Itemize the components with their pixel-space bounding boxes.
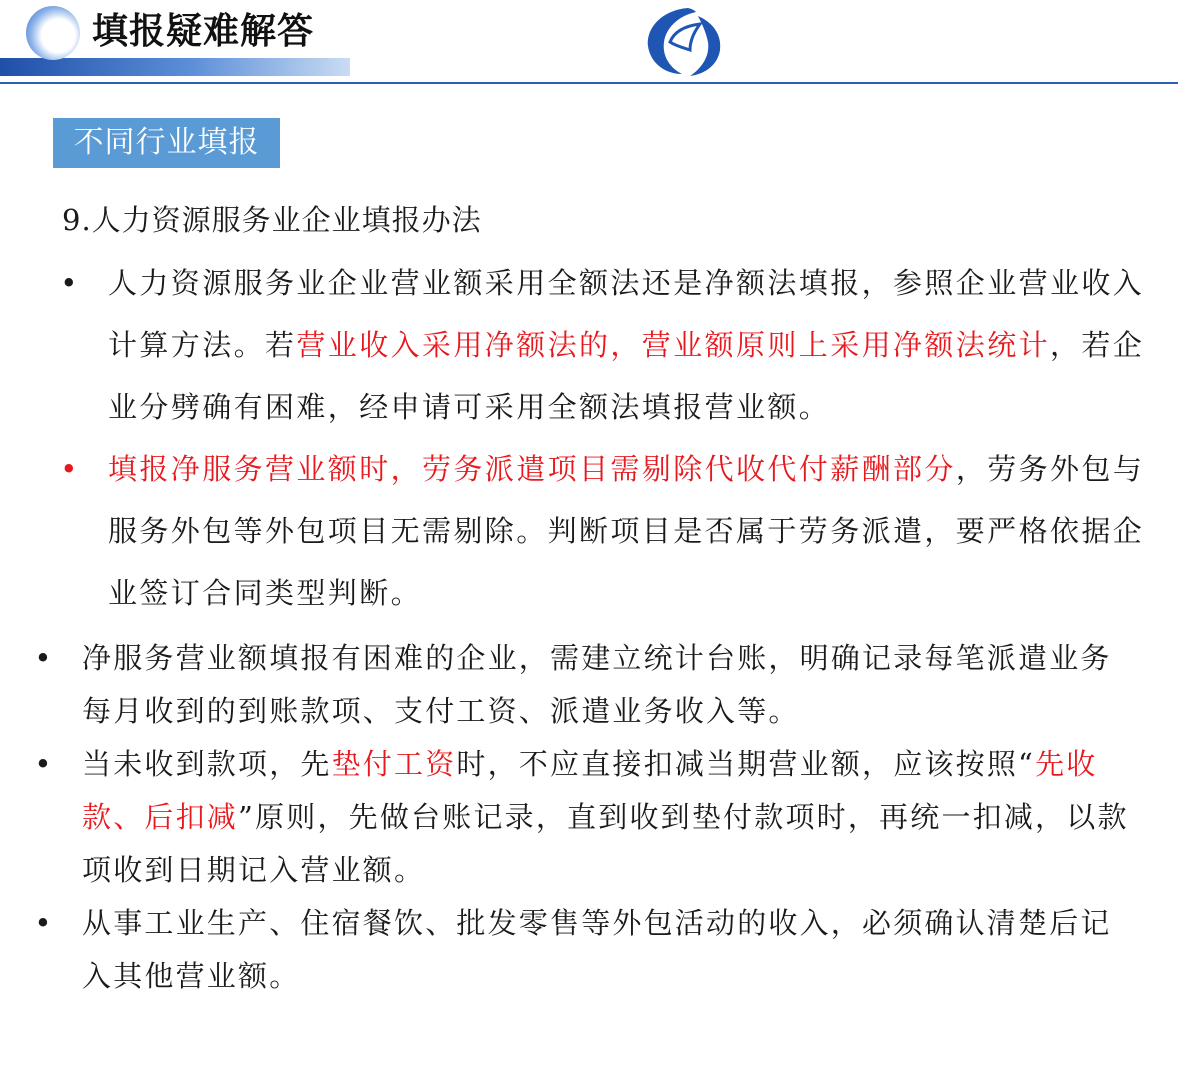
- bullet-icon: •: [34, 641, 54, 675]
- slide-header: [0, 0, 1178, 86]
- header-gradient-bar: [0, 58, 350, 76]
- list-item: [34, 738, 1142, 897]
- list-item: [60, 252, 1148, 438]
- primary-bullet-list: [60, 252, 1148, 624]
- highlighted-text: 垫付工资: [331, 747, 457, 781]
- list-item: [34, 632, 1142, 738]
- body-text: ，劳务外包与服务外包等外包项目无需剔除。判断项目是否属于劳务派遣，要严格依据企业签订合同类型判断。: [108, 452, 1145, 610]
- body-text: ，若企业分劈确有困难，经申请可采用全额法填报营业额。: [108, 328, 1145, 424]
- bullet-icon: •: [60, 452, 80, 486]
- body-text: 人力资源服务业企业营业额采用全额法还是净额法填报，参照企业营业收入计算方法。若: [108, 266, 1145, 362]
- highlighted-text: 先收款、后扣减: [82, 747, 1098, 834]
- list-item: [60, 438, 1148, 624]
- bullet-icon: •: [60, 266, 80, 300]
- bullet-icon: •: [34, 906, 54, 940]
- highlighted-text: 营业收入采用净额法的，营业额原则上采用净额法统计: [296, 328, 1051, 362]
- section-subtitle: 9.人力资源服务业企业填报办法: [62, 203, 482, 237]
- body-text: 当未收到款项，先: [82, 747, 332, 781]
- organization-logo-icon: [640, 2, 730, 80]
- list-item: [34, 897, 1142, 1003]
- body-text: 从事工业生产、住宿餐饮、批发零售等外包活动的收入，必须确认清楚后记入其他营业额。: [82, 906, 1112, 993]
- body-text: 净服务营业额填报有困难的企业，需建立统计台账，明确记录每笔派遣业务每月收到的到账款项、支付工资、派遣业务收入等。: [82, 641, 1112, 728]
- header-divider: [0, 82, 1178, 84]
- body-text: ”原则，先做台账记录，直到收到垫付款项时，再统一扣减，以款项收到日期记入营业额。: [82, 800, 1129, 887]
- page-title: 填报疑难解答: [92, 11, 315, 52]
- section-tag: 不同行业填报: [53, 118, 280, 168]
- body-text: 时，不应直接扣减当期营业额，应该按照“: [456, 747, 1036, 781]
- bullet-icon: •: [34, 747, 54, 781]
- secondary-bullet-list: [34, 632, 1142, 1003]
- highlighted-text: 填报净服务营业额时，劳务派遣项目需剔除代收代付薪酬部分: [108, 452, 956, 486]
- header-orb-icon: [26, 6, 80, 60]
